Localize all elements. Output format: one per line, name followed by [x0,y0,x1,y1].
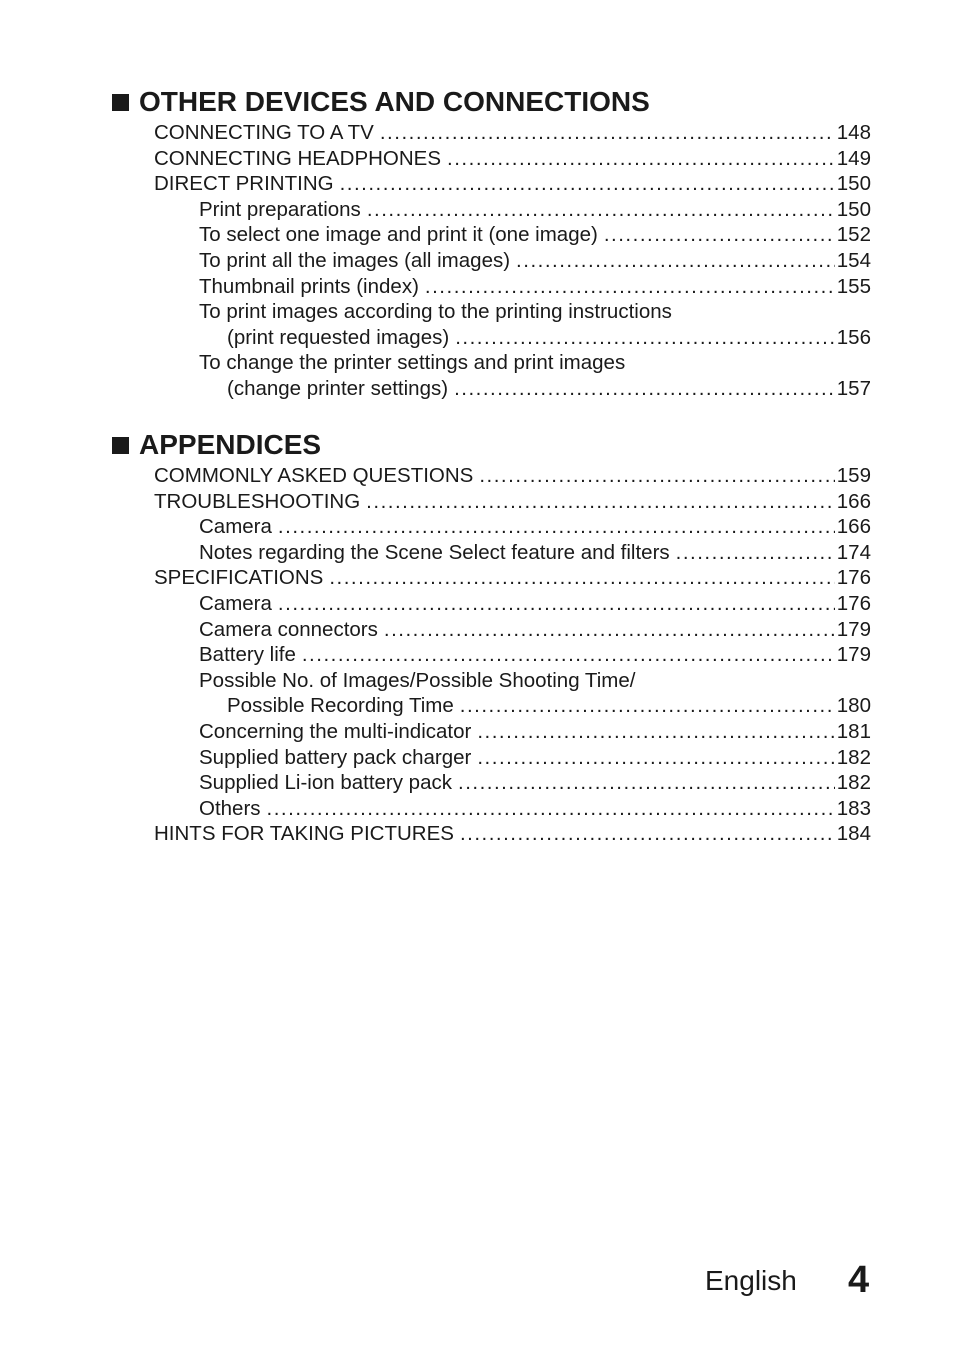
toc-entries [110,463,871,847]
toc-entry-page: 182 [836,745,871,769]
toc-entry-title: To print images according to the printing instructions [199,300,672,324]
toc-entry [110,248,871,274]
toc-entry-page: 184 [836,822,871,846]
dot-leader [329,565,834,591]
dot-leader [458,770,835,796]
toc-entry [110,591,871,617]
toc-entry-page: 180 [836,694,871,718]
toc-entry-page: 179 [836,643,871,667]
section-heading-text: APPENDICES [139,429,322,460]
square-bullet-icon [112,94,129,111]
toc-entry [110,463,871,489]
dot-leader [516,248,835,274]
page-number: 4 [848,1259,870,1301]
toc-entry [110,350,871,376]
toc-entry-title: Supplied Li-ion battery pack [199,771,452,795]
toc-entry [110,222,871,248]
toc-entry-title: Camera [199,515,272,539]
toc-entry-page: 155 [836,274,871,298]
toc-entry-title: Possible No. of Images/Possible Shooting Time/ [199,668,636,692]
toc-entry [110,719,871,745]
toc-entry [110,668,871,694]
dot-leader [477,719,834,745]
toc-entry-page: 150 [836,197,871,221]
toc-entry [110,565,871,591]
dot-leader [278,514,835,540]
toc-entry [110,274,871,300]
toc-entry-title: Possible Recording Time [227,694,454,718]
toc-entry-title: Others [199,796,261,820]
toc-entry-page: 148 [836,121,871,144]
toc-entry-title: (change printer settings) [227,376,449,400]
dot-leader [477,745,834,771]
toc-entry-title: Print preparations [199,197,361,221]
section-appendices [110,427,871,847]
toc-entry [110,514,871,540]
toc-entry-title: HINTS FOR TAKING PICTURES [154,822,454,846]
dot-leader [676,540,835,566]
toc-entry-page: 166 [836,489,871,513]
toc-entry [110,171,871,197]
toc-entry-page: 152 [836,223,871,247]
toc-entry [110,299,871,325]
footer-language: English [705,1265,797,1296]
toc-entry [110,642,871,668]
toc-entry-page: 176 [836,566,871,590]
dot-leader [460,693,835,719]
section-heading [110,427,871,463]
toc-entry [110,120,871,146]
toc-entry-page: 149 [836,146,871,170]
toc-entry-title: To change the printer settings and print images [199,351,626,375]
toc-entry [110,693,871,719]
toc-entry [110,540,871,566]
toc-entries [110,120,871,402]
toc-entry-title: Supplied battery pack charger [199,745,472,769]
toc-entry-title: Concerning the multi-indicator [199,719,472,743]
toc-entry-page: 182 [836,771,871,795]
toc-entry-page: 156 [836,325,871,349]
toc-entry [110,197,871,223]
toc-entry [110,821,871,847]
dot-leader [604,222,835,248]
toc-entry [110,489,871,515]
dot-leader [479,463,834,489]
toc-entry-page: 150 [836,172,871,196]
dot-leader [367,197,835,223]
toc-entry-title: Camera [199,591,272,615]
toc-entry [110,770,871,796]
toc-entry-title: Battery life [199,643,296,667]
toc-entry-page: 166 [836,515,871,539]
toc-entry-title: TROUBLESHOOTING [154,489,361,513]
dot-leader [340,171,835,197]
toc-entry-title: To print all the images (all images) [199,248,511,272]
toc-entry [110,796,871,822]
toc-entry-title: Thumbnail prints (index) [199,274,419,298]
dot-leader [384,617,835,643]
dot-leader [302,642,835,668]
dot-leader [460,821,835,847]
dot-leader [278,591,835,617]
dot-leader [366,489,835,515]
dot-leader [455,325,835,351]
toc-entry [110,146,871,172]
toc-entry-page: 159 [836,464,871,487]
toc-entry [110,745,871,771]
toc-entry-page: 179 [836,617,871,641]
toc-entry-page: 154 [836,248,871,272]
dot-leader [425,274,835,300]
toc-entry-title: CONNECTING HEADPHONES [154,146,442,170]
toc-entry [110,376,871,402]
toc-entry-title: SPECIFICATIONS [154,566,324,590]
toc-entry-page: 183 [836,796,871,820]
section-other-devices [110,84,871,402]
section-heading-text: OTHER DEVICES AND CONNECTIONS [139,86,650,117]
toc-entry-title: (print requested images) [227,325,450,349]
square-bullet-icon [112,437,129,454]
toc-entry-title: Notes regarding the Scene Select feature and filters [199,540,670,564]
section-heading [110,84,871,120]
dot-leader [267,796,835,822]
toc-entry-page: 174 [836,540,871,564]
dot-leader [380,120,835,146]
toc-entry-page: 157 [836,376,871,400]
toc-entry-title: DIRECT PRINTING [154,172,334,196]
toc-entry [110,617,871,643]
toc-entry [110,325,871,351]
toc-entry-title: CONNECTING TO A TV [154,121,374,144]
toc-entry-page: 176 [836,591,871,615]
toc-entry-page: 181 [836,719,871,743]
toc-entry-title: COMMONLY ASKED QUESTIONS [154,464,474,487]
toc-entry-title: Camera connectors [199,617,378,641]
dot-leader [447,146,835,172]
toc-entry-title: To select one image and print it (one image) [199,223,598,247]
dot-leader [454,376,835,402]
